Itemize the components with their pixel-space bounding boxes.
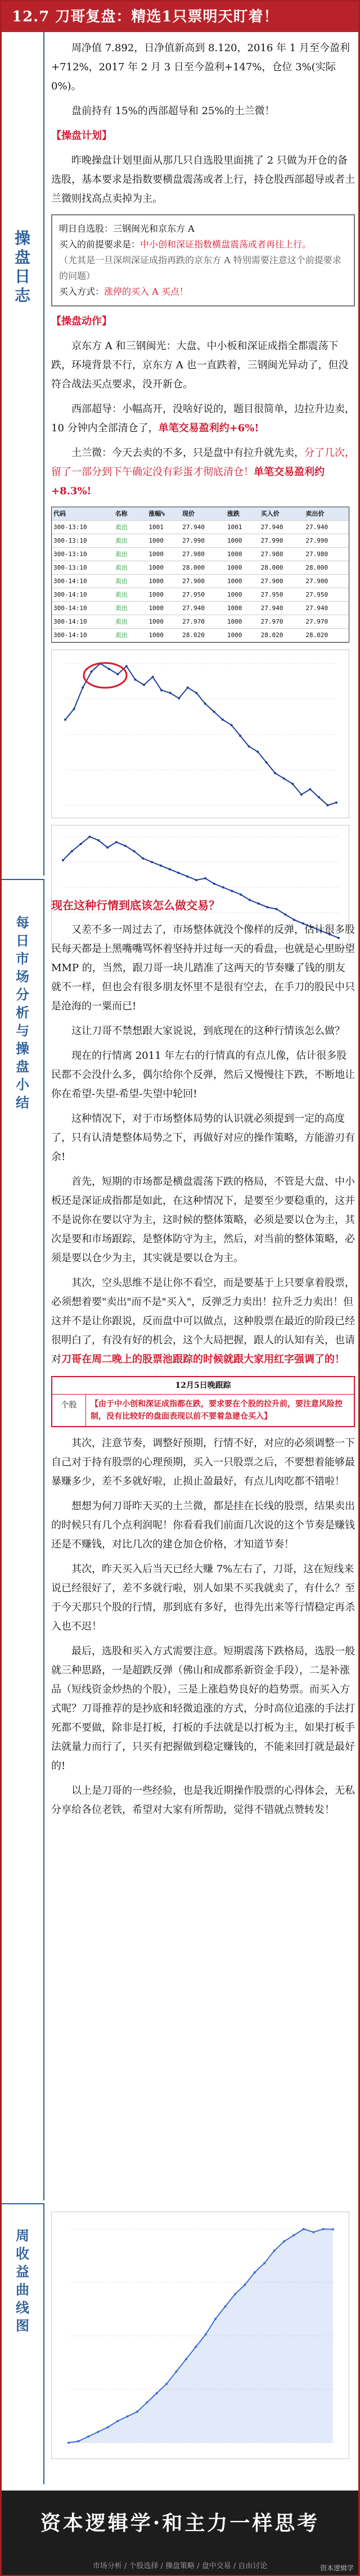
market-p10: 最后，选股和买入方式需要注意。短期震荡下跌格局，选股一般就三种思路，一是超跌反弹（佛山和成都系新资金手段），二是补涨品（短线资金炒热的个股），三是上涨趋势良好的趋势票。而买入方式呢？刀哥推荐的是抄底和轻微追涨的方式，分时高位追涨的手法打死都不要做，除非是打板，打板的手法就是以打板为主，如果打板手法就量力而行了，只买有把握做到稳定赚钱的，不能来回打就是最好的! <box>51 1645 355 1772</box>
data-point <box>214 2318 217 2320</box>
data-point <box>125 665 128 667</box>
page-title: 12.7 刀哥复盘：精选1只票明天盯着！ <box>2 2 358 32</box>
data-point <box>195 692 197 694</box>
table-header-cell: 代码 <box>53 510 66 517</box>
data-point <box>80 843 82 845</box>
footer-logo: 资本逻辑学 <box>320 2564 354 2572</box>
data-point <box>292 2234 295 2236</box>
data-point <box>142 858 144 860</box>
table-cell: 300-14:10 <box>53 578 87 585</box>
data-point <box>91 670 93 673</box>
table-cell: 27.950 <box>182 591 205 598</box>
data-point <box>82 687 84 689</box>
data-point <box>195 879 197 881</box>
table-cell: 1000 <box>148 551 164 558</box>
table-cell: 1000 <box>148 564 164 571</box>
data-point <box>88 836 91 838</box>
data-point <box>108 668 110 670</box>
data-point <box>300 793 303 796</box>
data-point <box>160 689 163 692</box>
data-point <box>97 839 100 841</box>
market-content <box>51 890 355 1825</box>
table-row <box>52 534 349 548</box>
table-cell: 1000 <box>227 564 242 571</box>
market-p8: 想想为何刀哥昨天买的土兰微，都是挂在长线的股票，结果卖出的时候只有几个点利润呢！你看看我们前面几次说的这个节奏是赚钱还是不赚钱，对比几次的建仓加仓价格，才知道节奏！ <box>51 1500 355 1550</box>
table-cell: 1000 <box>227 591 242 598</box>
table-cell: 28.000 <box>305 564 328 571</box>
data-point <box>177 872 179 874</box>
data-point <box>126 2415 128 2417</box>
table-header-cell: 卖出价 <box>305 510 325 517</box>
plan-box-line1: 明日自选股：三钢闽光和京东方 A <box>59 223 195 234</box>
stock-pool-label: 个股 <box>52 1395 86 1426</box>
data-point <box>322 2228 325 2230</box>
table-cell: 1000 <box>148 578 164 585</box>
table-cell: 27.940 <box>260 604 284 612</box>
table-cell: 27.900 <box>305 578 328 585</box>
table-cell: 300-13:10 <box>53 524 87 531</box>
data-point <box>160 864 162 867</box>
table-header-cell: 买入价 <box>260 510 280 517</box>
market-p5: 首先，短期的市场都是横盘震荡下跌的格局，不管是大盘、中小板还是深证成指都是如此，在这种情况下，是要至少要稳重的，这并不是说你在要以守为主，这时候的整体策略，必须是要以仓为主，其次是要和市场跟踪，是整体防守为主，然后，对当前的整体策略，必须是要以仓少为主，其实就是要以仓为主。 <box>51 1176 355 1264</box>
trade-table-header <box>52 507 349 521</box>
table-cell: 300-14:10 <box>53 618 87 625</box>
data-point <box>230 724 232 726</box>
data-point <box>133 850 135 852</box>
data-point <box>283 2240 285 2243</box>
footer-banner <box>2 2491 358 2575</box>
action-title: 【操盘动作】 <box>51 315 112 327</box>
table-cell: 28.000 <box>182 564 205 571</box>
table-cell: 300-14:10 <box>53 604 87 612</box>
table-cell: 卖出 <box>115 524 128 531</box>
intraday-chart-1 <box>51 649 349 818</box>
data-point <box>187 687 189 689</box>
table-cell: 1000 <box>227 537 242 544</box>
sidebar-diary <box>2 32 44 876</box>
table-cell: 1000 <box>148 537 164 544</box>
data-point <box>291 783 294 785</box>
market-p11: 以上是刀哥的一些经验，也是我近期操作股票的心得体会，无私分享给各位老铁，希望对大家有所帮助，觉得不错就点赞转发！ <box>51 1785 355 1816</box>
table-cell: 27.990 <box>305 537 328 544</box>
data-point <box>136 2411 138 2413</box>
data-point <box>169 868 171 870</box>
plan-box <box>51 214 355 306</box>
data-point <box>266 761 268 764</box>
table-cell: 27.940 <box>260 524 284 531</box>
market-p4: 这种情况下，对于市场整体局势的认识就必须提到一定的高度了，只有认清楚整体局势之下，再做好对应的操作策略，方能游刃有余! <box>51 1113 355 1163</box>
data-point <box>146 2401 148 2403</box>
chart-1-svg <box>52 650 350 819</box>
data-point <box>106 846 109 849</box>
table-header-cell: 名称 <box>115 510 128 517</box>
data-point <box>116 2420 119 2422</box>
data-point <box>273 2250 276 2252</box>
data-point <box>165 2383 168 2385</box>
data-point <box>283 777 285 779</box>
data-point <box>97 2431 99 2433</box>
table-cell: 1000 <box>148 618 164 625</box>
stock-pool-box <box>51 1376 355 1427</box>
table-header-cell: 涨跌 <box>227 510 240 517</box>
data-point <box>222 719 224 721</box>
data-point <box>116 673 119 675</box>
table-cell: 27.940 <box>182 524 205 531</box>
data-point <box>64 719 66 721</box>
data-point <box>107 2426 109 2428</box>
data-point <box>318 796 320 798</box>
table-row <box>52 602 349 615</box>
table-cell: 1000 <box>227 578 242 585</box>
diary-intro: 周净值 7.892，日净值新高到 8.120，2016 年 1 月至今盈利+712%，2017 年 2 月 3 日至今盈利+147%，仓位 3%(实际 0%)。 <box>51 42 350 92</box>
chart-3-svg <box>52 2212 350 2460</box>
stock-pool-row <box>52 1395 354 1426</box>
table-row <box>52 575 349 588</box>
diary-position: 盘前持有 15%的西部超导和 25%的土兰微！ <box>71 105 275 117</box>
table-cell: 卖出 <box>115 618 128 625</box>
table-cell: 27.940 <box>305 524 328 531</box>
data-point <box>222 886 224 888</box>
data-point <box>332 2228 334 2230</box>
footer-nav[interactable]: 市场分析 / 个股选择 / 操盘策略 / 盘中交易 / 自由讨论 <box>92 2562 268 2570</box>
table-cell: 卖出 <box>115 591 128 598</box>
data-point <box>205 2333 207 2335</box>
table-cell: 卖出 <box>115 551 128 558</box>
market-question: 现在这种行情到底该怎么做交易？ <box>51 899 220 912</box>
table-cell: 28.020 <box>260 631 284 639</box>
market-p3: 现在的行情离 2011 年左右的行情真的有点儿像，估计很多股民都不会没什么多，偶尔给你个反弹，然后又慢慢往下跌，不断地让你在希望-失望-希望-失望中轮回! <box>51 1050 355 1100</box>
table-cell: 1000 <box>148 591 164 598</box>
table-cell: 1001 <box>148 524 164 531</box>
action-3: 土兰微：今天去卖的不多，只是盘中有拉升就先卖，分了几次，留了一部分到下午确定没有彩蛋才彻底清仓！单笔交易盈利约+8.3%! <box>51 447 355 497</box>
table-cell: 27.970 <box>305 618 328 625</box>
table-row <box>52 629 349 642</box>
data-point <box>213 711 215 713</box>
data-point <box>195 2345 197 2348</box>
trade-table <box>51 507 349 643</box>
data-point <box>256 751 259 753</box>
sidebar-market <box>2 879 44 2200</box>
data-point <box>274 772 276 774</box>
plan-title: 【操盘计划】 <box>51 130 112 142</box>
data-point <box>335 801 338 804</box>
data-point <box>312 2231 314 2234</box>
market-p9: 其次，昨天买入后当天已经大赚 7%左右了，刀哥，这在短线来说已经很好了，差不多就行啦，别人如果不买我就卖了，有什么？至于今天那只个股的行情，那到底有多好，也得先出来等行情稳定再杀入也不迟！ <box>51 1563 355 1632</box>
table-cell: 卖出 <box>115 564 128 571</box>
table-cell: 300-13:10 <box>53 551 87 558</box>
table-row <box>52 548 349 561</box>
table-cell: 27.950 <box>260 591 284 598</box>
table-cell: 1000 <box>227 604 242 612</box>
table-cell: 27.990 <box>182 537 205 544</box>
stock-pool-title: 12月5日晚跟踪 <box>52 1377 354 1395</box>
weekly-content <box>51 2212 355 2459</box>
table-row <box>52 561 349 575</box>
table-cell: 27.980 <box>182 551 205 558</box>
stock-pool-text: 【由于中小创和深证成指都在跌，要求要在个股的拉升前，要注意风险控制，没有比较好的盘面表现以前不要着急建仓买入】 <box>91 1400 343 1421</box>
data-point <box>156 2392 158 2394</box>
table-cell: 27.950 <box>305 591 328 598</box>
table-row <box>52 521 349 534</box>
data-point <box>204 877 206 879</box>
data-point <box>175 2370 177 2372</box>
diary-content <box>51 39 355 949</box>
table-cell: 27.940 <box>305 604 328 612</box>
data-point <box>244 2284 246 2286</box>
data-point <box>71 850 73 852</box>
market-p7: 其次，注意节奏，调整好预期，行情不好，对应的必须调整一下自己对于持有股票的心理预期，买入一只股票之后，不要想着能够最暴赚多少，差不多就好啦，止损止盈最好，有点儿肉吃都不错啦！ <box>51 1437 355 1487</box>
table-cell: 1000 <box>227 618 242 625</box>
table-cell: 300-13:10 <box>53 537 87 544</box>
table-cell: 27.990 <box>260 537 284 544</box>
data-point <box>213 883 215 885</box>
data-point <box>326 804 328 806</box>
market-p6: 其次，空头思维不是让你不看空，而是要基于上只要拿着股票，必须想着要"卖出"而不是"买入"，反弹乏力卖出！拉升乏力卖出！但这并不是让你跟说，反而盘中可以做点，这种股票在最近的阶段已经很明白了，有没有好的机会，这个大局把握，跟人的认知有关，也请对刀哥在周二晚上的股票池跟踪的时候就跟大家用红字强调了的！ <box>51 1277 355 1365</box>
table-row <box>52 615 349 629</box>
plan-box-line4: 买入方式：涨停的买入 A 买点！ <box>59 286 188 297</box>
table-cell: 27.970 <box>260 618 284 625</box>
table-cell: 27.980 <box>305 551 328 558</box>
sidebar-weekly <box>2 2203 44 2484</box>
weekly-return-chart <box>51 2212 349 2459</box>
table-cell: 27.980 <box>260 551 284 558</box>
table-header-cell: 涨幅% <box>148 510 165 517</box>
table-cell: 1000 <box>148 631 164 639</box>
table-cell: 1001 <box>227 524 242 531</box>
table-cell: 28.020 <box>182 631 205 639</box>
table-cell: 1000 <box>148 604 164 612</box>
table-cell: 27.900 <box>182 578 205 585</box>
data-point <box>309 788 311 790</box>
market-p2: 这让刀哥不禁想跟大家说说，到底现在的这种行情该怎么做？ <box>71 1025 345 1037</box>
data-point <box>151 861 153 863</box>
data-point <box>185 2358 187 2360</box>
sidebar-label-market: 每日市场分析与操盘小结 <box>16 915 29 1111</box>
data-point <box>62 859 64 861</box>
plan-text: 昨晚操盘计划里面从那几只自选股里面挑了 2 只做为开仓的备选股，基本要求是指数要横盘震荡或者上行，持仓股西部超导或者土兰微则找高点卖掉为主。 <box>51 155 355 205</box>
table-cell: 卖出 <box>115 537 128 544</box>
data-point <box>263 2262 266 2264</box>
table-cell: 27.900 <box>260 578 284 585</box>
table-cell: 28.000 <box>260 564 284 571</box>
data-point <box>234 2293 236 2295</box>
table-cell: 300-13:10 <box>53 564 87 571</box>
action-2: 西部超导：小幅高开，没啥好说的，题目很简单，边拉升边卖，10 分钟内全部清仓了，单笔交易盈利约+6%! <box>51 403 355 434</box>
table-cell: 1000 <box>227 551 242 558</box>
footer-slogan: 资本逻辑学·和主力一样思考 <box>40 2511 320 2535</box>
table-cell: 卖出 <box>115 631 128 639</box>
data-point <box>87 2435 89 2438</box>
table-cell: 300-14:10 <box>53 591 87 598</box>
plan-box-line2: 买入的前提要求是：中小创和深证指数横盘震荡或者再往上行。 <box>59 239 312 250</box>
data-point <box>169 692 172 694</box>
data-point <box>151 676 154 678</box>
data-point <box>303 2228 305 2230</box>
sidebar-label-weekly: 周收益曲线图 <box>16 2228 29 2334</box>
table-cell: 300-14:10 <box>53 631 87 639</box>
data-point <box>224 2306 227 2308</box>
table-cell: 27.970 <box>182 618 205 625</box>
data-point <box>115 841 118 843</box>
data-point <box>134 679 136 681</box>
plan-box-line3: （尤其是一旦深圳深证成指再跌的京东方 A 特别需要注意这个前提要求的问题） <box>59 255 341 281</box>
data-point <box>239 734 241 737</box>
table-cell: 卖出 <box>115 578 128 585</box>
table-cell: 卖出 <box>115 604 128 612</box>
table-row <box>52 588 349 602</box>
action-1: 京东方 A 和三钢闽光：大盘、中小板和深证成指全都震荡下跌，环境背景不行，京东方 A 也一直跌着，三钢闽光异动了，但没符合战法买点要求，没开新仓。 <box>51 340 349 390</box>
data-point <box>124 845 127 847</box>
data-point <box>178 697 180 700</box>
table-cell: 1000 <box>227 631 242 639</box>
sidebar-label-diary: 操盘日志 <box>14 229 30 305</box>
data-point <box>143 684 145 686</box>
data-point <box>77 2440 79 2442</box>
data-point <box>248 745 250 747</box>
table-cell: 27.940 <box>182 604 205 612</box>
data-point <box>254 2271 256 2273</box>
data-point <box>204 702 206 705</box>
data-point <box>186 876 188 878</box>
data-point <box>68 2442 70 2444</box>
table-cell: 28.020 <box>305 631 328 639</box>
market-p1: 又差不多一周过去了，市场整体就没个像样的反弹，估计很多股民每天都是上黑嘴嘴骂怀着坚持并过每一天的看盘，也就是心里盼望 MMP 的，当然，跟刀哥一块儿踏准了这两天的节奏赚了钱的朋友就不一样，但也会有很多朋友怀里不是很有空去，在手刀的股民中只是沧海的一粟而已! <box>51 924 355 1012</box>
data-point <box>73 708 75 710</box>
table-header-cell: 现价 <box>182 510 195 517</box>
